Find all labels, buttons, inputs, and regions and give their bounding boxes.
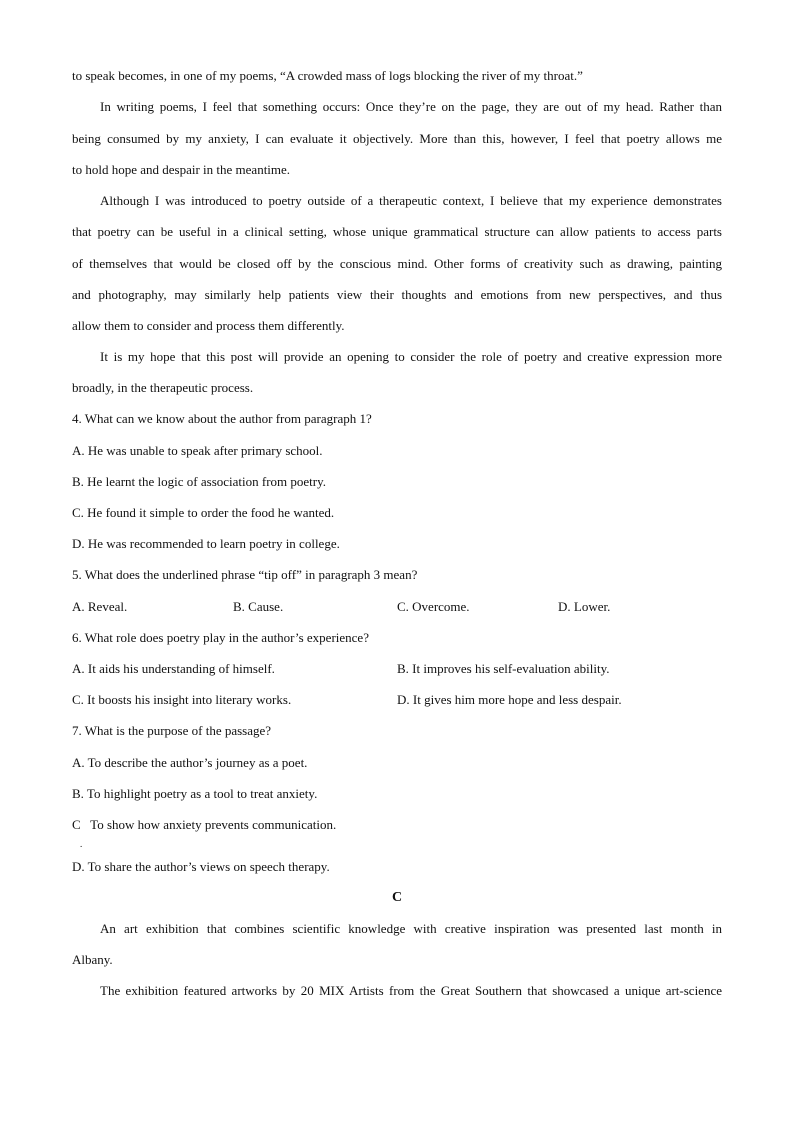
passage-line: The exhibition featured artworks by 20 MIX Artists from the Great Southern that showcased a unique art-science — [100, 983, 722, 998]
question-4-option-a: A. He was unable to speak after primary school. — [72, 443, 323, 458]
passage-line: allow them to consider and process them differently. — [72, 318, 345, 333]
stray-dot: . — [80, 839, 83, 849]
question-6-option-c: C. It boosts his insight into literary works. — [72, 692, 292, 707]
question-6-stem: 6. What role does poetry play in the author’s experience? — [72, 630, 369, 645]
passage-line: broadly, in the therapeutic process. — [72, 380, 254, 395]
passage-line: and photography, may similarly help patients view their thoughts and emotions from new perspectives, and thus — [72, 287, 722, 302]
question-5-option-c: C. Overcome. — [397, 599, 470, 614]
section-heading: C — [391, 890, 403, 905]
question-7-option-c: C To show how anxiety prevents communication. — [72, 817, 337, 832]
question-7-option-a: A. To describe the author’s journey as a poet. — [72, 755, 308, 770]
question-5-option-d: D. Lower. — [558, 599, 611, 614]
question-6-option-a: A. It aids his understanding of himself. — [72, 661, 275, 676]
passage-line: Although I was introduced to poetry outside of a therapeutic context, I believe that my experience demonstrates — [100, 193, 722, 208]
question-4-stem: 4. What can we know about the author from paragraph 1? — [72, 411, 372, 426]
question-6-option-d: D. It gives him more hope and less despair. — [397, 692, 622, 707]
question-7-option-d: D. To share the author’s views on speech therapy. — [72, 859, 330, 874]
passage-line: An art exhibition that combines scientific knowledge with creative inspiration was presented last month in — [100, 921, 722, 936]
question-7-stem: 7. What is the purpose of the passage? — [72, 723, 272, 738]
question-4-option-b: B. He learnt the logic of association from poetry. — [72, 474, 327, 489]
question-5-option-b: B. Cause. — [233, 599, 284, 614]
question-4-option-d: D. He was recommended to learn poetry in college. — [72, 536, 340, 551]
question-4-option-c: C. He found it simple to order the food he wanted. — [72, 505, 335, 520]
passage-line: It is my hope that this post will provide an opening to consider the role of poetry and creative expression more — [100, 349, 722, 364]
question-5-option-a: A. Reveal. — [72, 599, 128, 614]
question-6-option-b: B. It improves his self-evaluation ability. — [397, 661, 610, 676]
passage-line: Albany. — [72, 952, 113, 967]
question-5-stem: 5. What does the underlined phrase “tip off” in paragraph 3 mean? — [72, 567, 418, 582]
passage-line: to speak becomes, in one of my poems, “A crowded mass of logs blocking the river of my throat.” — [72, 68, 583, 83]
passage-line: In writing poems, I feel that something occurs: Once they’re on the page, they are out of my head. Rather than — [100, 99, 722, 114]
passage-line: being consumed by my anxiety, I can evaluate it objectively. More than this, however, I feel that poetry allows me — [72, 131, 722, 146]
passage-line: of themselves that would be closed off by the conscious mind. Other forms of creativity such as drawing, painting — [72, 256, 722, 271]
passage-line: that poetry can be useful in a clinical setting, whose unique grammatical structure can allow patients to access parts — [72, 224, 722, 239]
question-7-option-b: B. To highlight poetry as a tool to treat anxiety. — [72, 786, 318, 801]
passage-line: to hold hope and despair in the meantime. — [72, 162, 291, 177]
